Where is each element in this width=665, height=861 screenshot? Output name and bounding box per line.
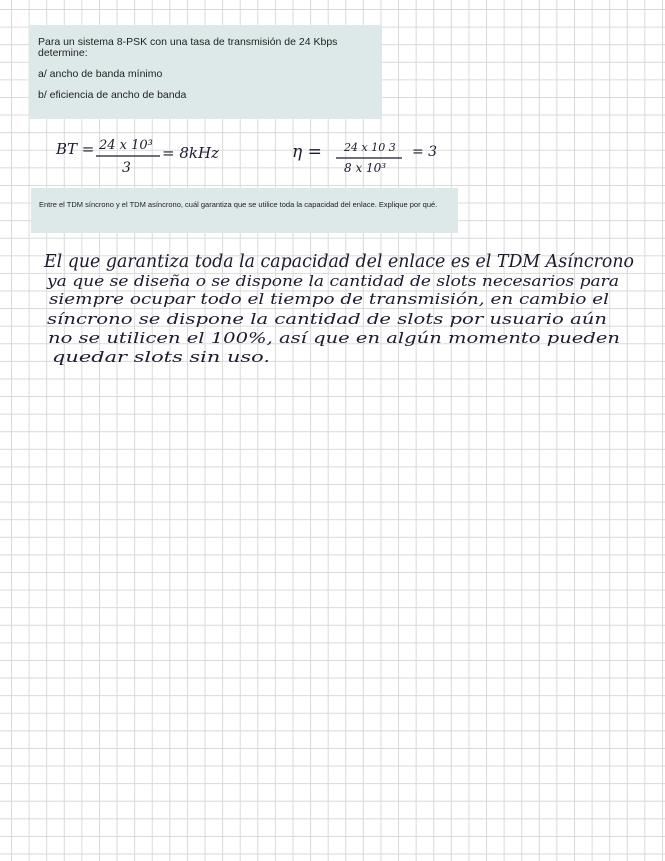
answer-line: ya que se diseña o se dispone la cantidad de slots necesarios para <box>45 272 619 290</box>
question-1-box <box>29 25 382 119</box>
answer-line: siempre ocupar todo el tiempo de transmisión, en cambio el <box>49 290 610 308</box>
bandwidth-calculation <box>55 138 219 176</box>
eta-result: = 3 <box>412 144 438 160</box>
eta-denominator: 8 x 10³ <box>344 161 387 175</box>
answer-line: no se utilicen el 100%, así que en algún momento pueden <box>48 329 620 347</box>
question-1-part-a: a/ ancho de banda mínimo <box>38 68 163 80</box>
question-2-prompt: Entre el TDM síncrono y el TDM asíncrono, cuál garantiza que se utilice toda la capacidad del enlace. Explique por qué. <box>39 200 438 209</box>
bt-numerator: 24 x 10³ <box>99 138 153 153</box>
efficiency-calculation <box>292 141 437 175</box>
answer-line: quedar slots sin uso. <box>52 348 270 366</box>
bt-result: = 8kHz <box>162 144 219 162</box>
question-1-prompt: Para un sistema 8-PSK con una tasa de transmisión de 24 Kbps determine: <box>38 36 338 59</box>
bt-lhs: BT = <box>56 140 95 158</box>
bt-denominator: 3 <box>122 160 131 176</box>
answer-handwriting <box>43 252 634 366</box>
answer-line: síncrono se dispone la cantidad de slots por usuario aún <box>47 310 607 328</box>
question-2-box <box>31 188 458 233</box>
question-1-part-b: b/ eficiencia de ancho de banda <box>38 89 187 101</box>
answer-line: El que garantiza toda la capacidad del enlace es el TDM Asíncrono <box>43 252 634 272</box>
eta-lhs: η = <box>292 142 322 162</box>
eta-numerator: 24 x 10 3 <box>344 141 396 154</box>
